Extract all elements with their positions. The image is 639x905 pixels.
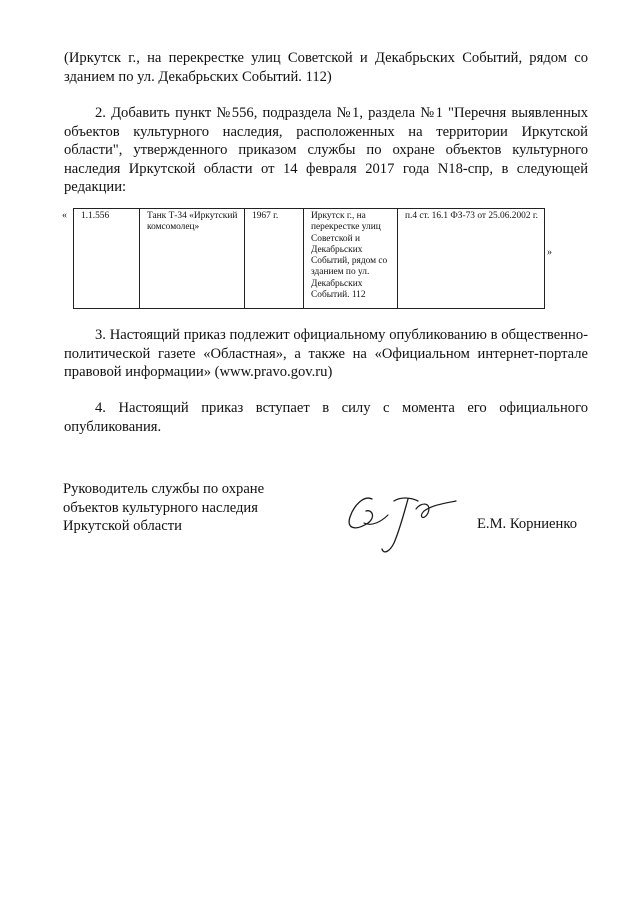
address-continuation: (Иркутск г., на перекрестке улиц Советской и Декабрьских Событий, рядом со зданием по ул. Декабрьских Событий. 112) [64,50,588,85]
position-line: Руководитель службы по охране [63,481,265,497]
heritage-objects-table [73,208,545,309]
cell-legal-basis: п.4 ст. 16.1 ФЗ-73 от 25.06.2002 г. [398,209,545,309]
cell-date: 1967 г. [245,209,304,309]
signatory-position [63,480,323,536]
signer-name: Е.М. Корниенко [477,516,577,532]
position-line: объектов культурного наследия [63,499,258,516]
position-line: Иркутской области [63,518,182,535]
item-3-paragraph: 3. Настоящий приказ подлежит официальному опубликованию в общественно-политической газете «Областная», а также на «Официальном интернет-портале правовой информации» (www.pravo.gov.ru) [64,327,588,381]
handwritten-signature [342,487,462,567]
table-open-quote: « [62,210,67,221]
table-row [74,209,545,309]
table-close-quote: » [547,247,552,258]
item-2-paragraph: 2. Добавить пункт №556, подраздела №1, раздела №1 "Перечня выявленных объектов культурного наследия, расположенных на территории Иркутской области", утвержденного приказом службы по охране объектов культурного наследия Иркутской области от 14 февраля 2017 года N18-спр, в следующей редакции: [64,105,588,196]
cell-location: Иркутск г., на перекрестке улиц Советской и Декабрьских Событий, рядом со зданием по ул. Декабрьских Событий. 112 [304,209,398,309]
cell-object-name: Танк Т-34 «Иркутский комсомолец» [140,209,245,309]
cell-number: 1.1.556 [74,209,140,309]
item-4-paragraph: 4. Настоящий приказ вступает в силу с момента его официального опубликования. [64,400,588,435]
